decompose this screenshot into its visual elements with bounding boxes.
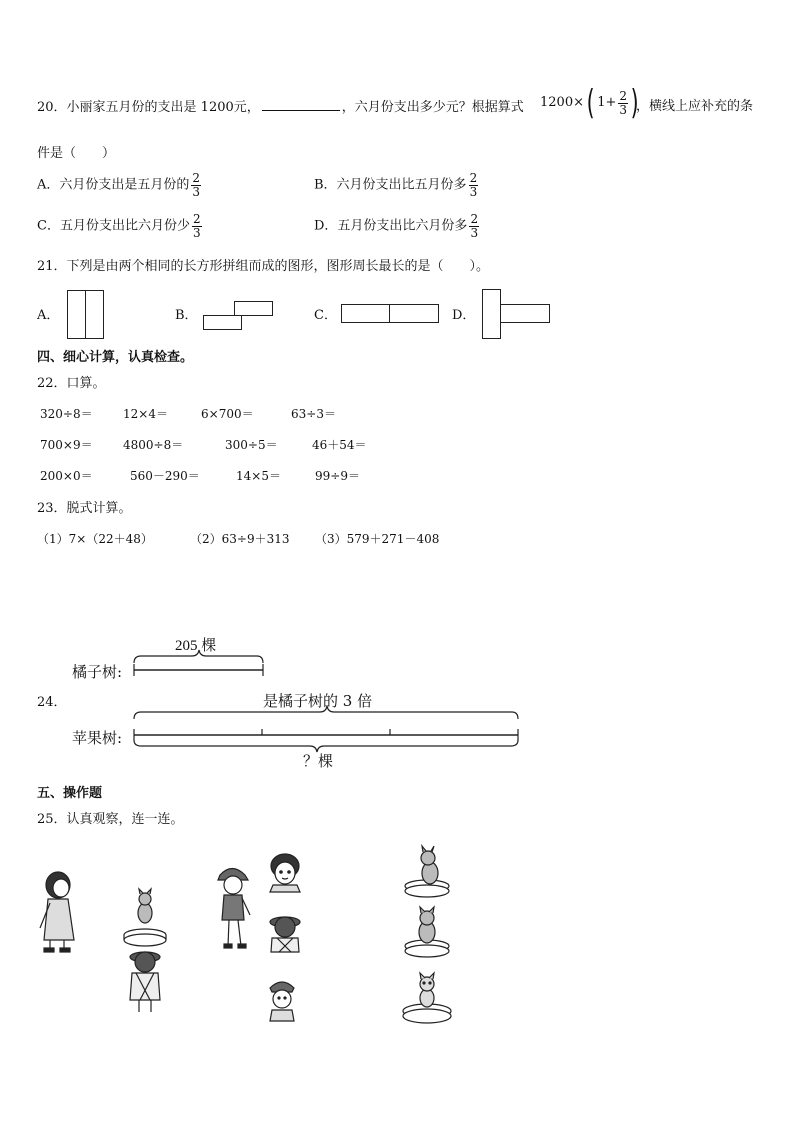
fraction-numerator: 2 — [619, 88, 628, 103]
cat-on-platform-icon — [124, 889, 166, 946]
q21-text: 21．下列是由两个相同的长方形拼组而成的图形，图形周长最长的是（ ）。 — [37, 259, 490, 274]
q23-title: 23．脱式计算。 — [37, 501, 132, 516]
mental-math-item: 200×0＝ — [40, 469, 93, 483]
section-4-heading: 四、细心计算，认真检查。 — [37, 350, 194, 365]
mental-math-item: 4800÷8＝ — [123, 438, 184, 452]
q23-item-3: （3）579＋271－408 — [315, 532, 440, 546]
cat-back-view-icon — [405, 907, 449, 957]
mental-math-item: 63÷3＝ — [291, 407, 336, 421]
fraction-denominator: 3 — [470, 226, 479, 240]
mental-math-item: 99÷9＝ — [315, 469, 360, 483]
fraction-denominator: 3 — [192, 185, 201, 199]
mental-math-item: 700×9＝ — [40, 438, 93, 452]
mental-math-item: 560－290＝ — [130, 469, 200, 483]
q20-text-c: ，横线上应补充的条 — [636, 99, 754, 114]
fraction-denominator: 3 — [192, 226, 201, 240]
q20-formula-one: 1+ — [597, 95, 617, 110]
fraction-numerator: 2 — [469, 171, 478, 185]
option-label: A．六月份支出是五月份的 — [37, 177, 190, 193]
q23-item-2: （2）63÷9＋313 — [190, 532, 290, 546]
q20-text-a: 小丽家五月份的支出是 1200元， — [66, 100, 260, 115]
option-label: C．五月份支出比六月份少 — [37, 218, 190, 234]
q21-option-a-label[interactable]: A． — [37, 308, 60, 323]
right-paren: ) — [630, 83, 639, 123]
option-label: B．六月份支出比五月份多 — [314, 177, 467, 193]
fraction-denominator: 3 — [619, 102, 628, 117]
apple-tree-label: 苹果树: — [72, 729, 123, 747]
fraction-numerator: 2 — [192, 212, 201, 226]
q20-text-b: ，六月份支出多少元？根据算式 — [341, 100, 524, 115]
boy-cap-face-icon — [270, 982, 294, 1021]
boy-side-view-icon — [218, 869, 250, 949]
child-back-view-icon — [130, 952, 160, 1012]
q20-number: 20． — [37, 100, 67, 115]
fraction-numerator: 2 — [192, 171, 201, 185]
mental-math-item: 320÷8＝ — [40, 407, 93, 421]
q21-option-d-label[interactable]: D． — [452, 308, 476, 323]
mental-math-item: 300÷5＝ — [225, 438, 278, 452]
orange-count-label: 205 棵 — [175, 638, 217, 654]
q21-option-b-label[interactable]: B． — [175, 308, 198, 323]
mental-math-item: 6×700＝ — [201, 407, 254, 421]
q22-title: 22．口算。 — [37, 376, 106, 391]
section-5-heading: 五、操作题 — [37, 786, 103, 801]
mental-math-item: 46＋54＝ — [312, 438, 367, 452]
q20-formula-lead: 1200× — [540, 95, 584, 110]
option-label: D．五月份支出比六月份多 — [314, 218, 468, 234]
child-hat-back-icon — [270, 917, 300, 952]
q24-number: 24． — [37, 695, 67, 710]
mental-math-item: 14×5＝ — [236, 469, 281, 483]
cat-side-view-icon — [405, 846, 449, 897]
q23-item-1: （1）7×（22＋48） — [37, 532, 153, 546]
mental-math-item: 12×4＝ — [123, 407, 168, 421]
times-label: 是橘子树的 3 倍 — [263, 692, 373, 710]
left-paren: ( — [586, 83, 595, 123]
q20-line2: 件是（ ） — [37, 146, 116, 161]
fraction-numerator: 2 — [470, 212, 479, 226]
q25-title: 25．认真观察，连一连。 — [37, 812, 184, 827]
fraction-denominator: 3 — [469, 185, 478, 199]
cat-front-view-icon — [403, 973, 451, 1023]
girl-figure-icon — [40, 872, 74, 952]
orange-tree-label: 橘子树: — [72, 663, 123, 681]
girl-face-icon — [270, 854, 300, 892]
q21-option-c-label[interactable]: C． — [314, 308, 337, 323]
apple-question-label: ？棵 — [303, 752, 334, 770]
